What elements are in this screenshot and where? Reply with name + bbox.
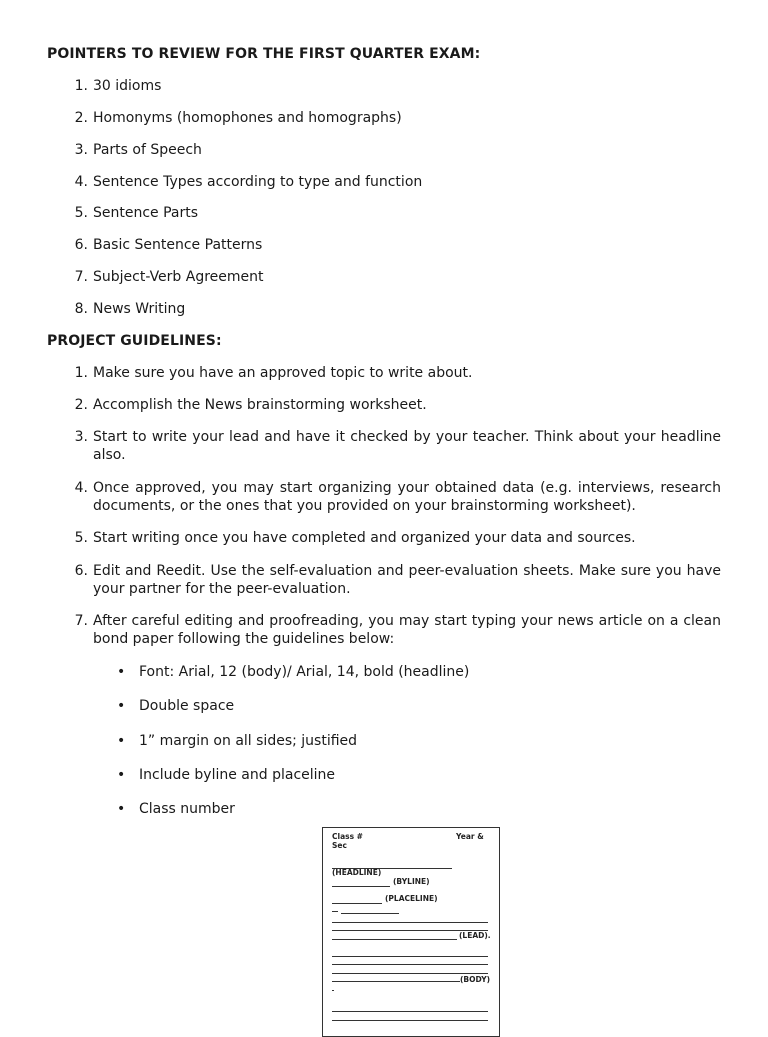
body-line [332, 973, 488, 974]
item-number: 4. [74, 174, 88, 190]
headline-label: (HEADLINE) [332, 868, 382, 877]
item-number: 1. [74, 78, 88, 94]
lead-line [332, 939, 457, 940]
body-line [332, 1011, 488, 1012]
byline-line [332, 886, 390, 887]
rule-line [332, 990, 334, 991]
item-number: 3. [74, 429, 88, 445]
item-number: 7. [74, 613, 88, 629]
bullet-icon: • [117, 733, 126, 749]
rule-line [332, 911, 338, 912]
lead-line [332, 922, 488, 923]
body-line [332, 981, 460, 982]
item-number: 1. [74, 365, 88, 381]
item-text: Homonyms (homophones and homographs) [93, 110, 402, 126]
item-number: 2. [74, 397, 88, 413]
body-line [332, 1020, 488, 1021]
item-number: 6. [74, 563, 88, 579]
placeline-label: (PLACELINE) [385, 894, 438, 903]
item-number: 2. [74, 110, 88, 126]
item-text: Sentence Types according to type and function [93, 174, 423, 190]
item-text: Sentence Parts [93, 205, 199, 221]
bullet-icon: • [117, 801, 126, 817]
section-label: Sec [332, 841, 347, 850]
item-number: 5. [74, 530, 88, 546]
item-text: 30 idioms [93, 78, 162, 94]
body-label: (BODY) [460, 975, 491, 984]
class-number-label: Class # [332, 832, 363, 841]
body-line [332, 956, 488, 957]
item-number: 6. [74, 237, 88, 253]
item-text: Basic Sentence Patterns [93, 237, 263, 253]
placeline-line [332, 903, 382, 904]
article-template-sample [322, 827, 500, 1037]
year-section-label: Year & [456, 832, 484, 841]
item-text: Once approved, you may start organizing your obtained data (e.g. interviews, research documents, or the ones that you provided on your brainstorming worksheet). [93, 480, 721, 514]
item-text: Parts of Speech [93, 142, 202, 158]
byline-label: (BYLINE) [393, 877, 430, 886]
item-text: After careful editing and proofreading, you may start typing your news article on a clean bond paper following the guidelines below: [93, 613, 721, 647]
bullet-text: Double space [139, 698, 235, 714]
rule-line [341, 913, 399, 914]
bullet-icon: • [117, 664, 126, 680]
item-number: 8. [74, 301, 88, 317]
bullet-text: 1” margin on all sides; justified [139, 733, 358, 749]
item-text: Start to write your lead and have it checked by your teacher. Think about your headline also. [93, 429, 721, 463]
bullet-icon: • [117, 698, 126, 714]
bullet-text: Include byline and placeline [139, 767, 336, 783]
item-text: Start writing once you have completed and organized your data and sources. [93, 530, 636, 546]
lead-label: (LEAD). [459, 931, 491, 940]
item-text: Edit and Reedit. Use the self-evaluation and peer-evaluation sheets. Make sure you have your partner for the peer-evaluation. [93, 563, 721, 597]
project-heading: PROJECT GUIDELINES: [47, 333, 222, 349]
item-number: 5. [74, 205, 88, 221]
item-text: Make sure you have an approved topic to write about. [93, 365, 473, 381]
item-text: Accomplish the News brainstorming worksheet. [93, 397, 427, 413]
body-line [332, 964, 488, 965]
item-number: 7. [74, 269, 88, 285]
review-heading: POINTERS TO REVIEW FOR THE FIRST QUARTER EXAM: [47, 46, 481, 62]
item-text: Subject-Verb Agreement [93, 269, 264, 285]
item-text: News Writing [93, 301, 186, 317]
bullet-text: Font: Arial, 12 (body)/ Arial, 14, bold (headline) [139, 664, 470, 680]
item-number: 3. [74, 142, 88, 158]
item-number: 4. [74, 480, 88, 496]
bullet-icon: • [117, 767, 126, 783]
bullet-text: Class number [139, 801, 235, 817]
